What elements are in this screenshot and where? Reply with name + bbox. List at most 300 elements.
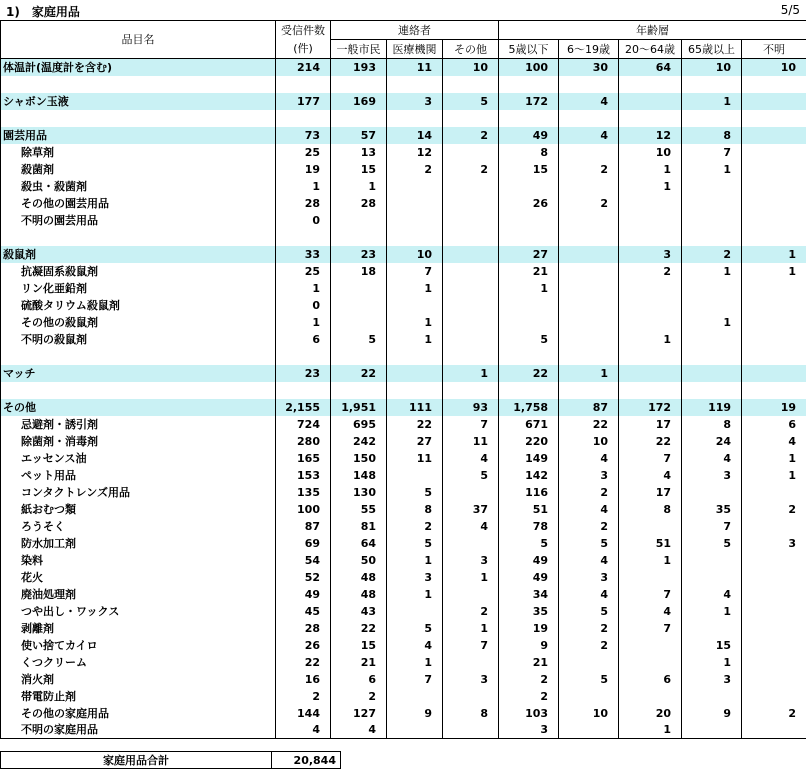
value-cell: 103 bbox=[499, 705, 559, 722]
value-cell: 22 bbox=[559, 416, 619, 433]
value-cell bbox=[682, 280, 742, 297]
value-cell: 30 bbox=[559, 59, 619, 76]
value-cell bbox=[682, 484, 742, 501]
value-cell: 87 bbox=[559, 399, 619, 416]
value-cell bbox=[331, 110, 387, 127]
value-cell: 695 bbox=[331, 416, 387, 433]
spacer-row bbox=[1, 110, 806, 127]
table-row bbox=[1, 144, 806, 161]
table-row bbox=[1, 637, 806, 654]
value-cell bbox=[276, 110, 331, 127]
value-cell bbox=[742, 314, 806, 331]
value-cell bbox=[742, 688, 806, 705]
value-cell: 28 bbox=[276, 195, 331, 212]
value-cell bbox=[742, 722, 806, 739]
value-cell bbox=[619, 518, 682, 535]
value-cell: 33 bbox=[276, 246, 331, 263]
value-cell bbox=[559, 212, 619, 229]
grand-total-value: 20,844 bbox=[272, 752, 341, 769]
value-cell: 144 bbox=[276, 705, 331, 722]
table-row bbox=[1, 467, 806, 484]
value-cell: 135 bbox=[276, 484, 331, 501]
item-name-cell: 殺虫・殺菌剤 bbox=[1, 178, 276, 195]
value-cell: 64 bbox=[331, 535, 387, 552]
value-cell bbox=[443, 382, 499, 399]
value-cell: 4 bbox=[559, 450, 619, 467]
value-cell: 4 bbox=[331, 722, 387, 739]
table-row bbox=[1, 484, 806, 501]
value-cell bbox=[387, 297, 443, 314]
value-cell: 1 bbox=[559, 365, 619, 382]
item-name-cell: 殺菌剤 bbox=[1, 161, 276, 178]
value-cell: 724 bbox=[276, 416, 331, 433]
item-name-cell: その他 bbox=[1, 399, 276, 416]
value-cell bbox=[682, 365, 742, 382]
value-cell: 280 bbox=[276, 433, 331, 450]
item-name-cell: 花火 bbox=[1, 569, 276, 586]
value-cell bbox=[742, 637, 806, 654]
value-cell bbox=[443, 348, 499, 365]
value-cell: 242 bbox=[331, 433, 387, 450]
value-cell: 10 bbox=[742, 59, 806, 76]
value-cell bbox=[742, 127, 806, 144]
value-cell: 7 bbox=[619, 586, 682, 603]
table-row bbox=[1, 552, 806, 569]
value-cell: 0 bbox=[276, 212, 331, 229]
value-cell bbox=[742, 195, 806, 212]
value-cell bbox=[742, 144, 806, 161]
value-cell bbox=[619, 229, 682, 246]
value-cell bbox=[559, 246, 619, 263]
value-cell bbox=[742, 212, 806, 229]
value-cell bbox=[276, 76, 331, 93]
value-cell: 15 bbox=[499, 161, 559, 178]
value-cell: 130 bbox=[331, 484, 387, 501]
value-cell bbox=[619, 688, 682, 705]
value-cell: 10 bbox=[559, 705, 619, 722]
value-cell: 23 bbox=[331, 246, 387, 263]
page-number: 5/5 bbox=[780, 3, 800, 17]
item-name-cell: その他の殺鼠剤 bbox=[1, 314, 276, 331]
value-cell: 2 bbox=[443, 127, 499, 144]
item-name-cell: 帯電防止剤 bbox=[1, 688, 276, 705]
spacer-row bbox=[1, 382, 806, 399]
value-cell: 1 bbox=[443, 365, 499, 382]
value-cell: 2 bbox=[559, 195, 619, 212]
value-cell: 5 bbox=[682, 535, 742, 552]
col-contact-other: その他 bbox=[443, 40, 499, 59]
value-cell: 1 bbox=[682, 263, 742, 280]
value-cell: 7 bbox=[619, 450, 682, 467]
value-cell: 45 bbox=[276, 603, 331, 620]
value-cell bbox=[331, 76, 387, 93]
value-cell: 1 bbox=[443, 620, 499, 637]
value-cell: 7 bbox=[387, 263, 443, 280]
value-cell bbox=[387, 229, 443, 246]
value-cell: 7 bbox=[387, 671, 443, 688]
value-cell bbox=[559, 654, 619, 671]
value-cell bbox=[619, 195, 682, 212]
value-cell: 5 bbox=[387, 620, 443, 637]
table-row bbox=[1, 569, 806, 586]
value-cell bbox=[742, 331, 806, 348]
value-cell: 149 bbox=[499, 450, 559, 467]
item-name-cell: 殺鼠剤 bbox=[1, 246, 276, 263]
value-cell bbox=[559, 722, 619, 739]
value-cell bbox=[559, 110, 619, 127]
value-cell: 1 bbox=[387, 552, 443, 569]
value-cell bbox=[499, 229, 559, 246]
value-cell: 6 bbox=[276, 331, 331, 348]
value-cell: 4 bbox=[682, 450, 742, 467]
value-cell: 26 bbox=[499, 195, 559, 212]
value-cell bbox=[682, 569, 742, 586]
value-cell: 214 bbox=[276, 59, 331, 76]
value-cell bbox=[276, 382, 331, 399]
value-cell: 11 bbox=[387, 450, 443, 467]
value-cell: 26 bbox=[276, 637, 331, 654]
value-cell: 19 bbox=[742, 399, 806, 416]
value-cell bbox=[331, 314, 387, 331]
value-cell bbox=[559, 178, 619, 195]
value-cell bbox=[443, 263, 499, 280]
value-cell bbox=[559, 297, 619, 314]
value-cell bbox=[331, 382, 387, 399]
value-cell: 22 bbox=[331, 365, 387, 382]
value-cell: 1 bbox=[742, 450, 806, 467]
value-cell: 165 bbox=[276, 450, 331, 467]
value-cell bbox=[559, 280, 619, 297]
value-cell: 4 bbox=[276, 722, 331, 739]
table-row bbox=[1, 212, 806, 229]
value-cell bbox=[742, 161, 806, 178]
value-cell bbox=[443, 722, 499, 739]
value-cell: 35 bbox=[499, 603, 559, 620]
value-cell: 1 bbox=[387, 654, 443, 671]
value-cell bbox=[387, 178, 443, 195]
value-cell: 22 bbox=[276, 654, 331, 671]
value-cell: 127 bbox=[331, 705, 387, 722]
value-cell bbox=[443, 110, 499, 127]
value-cell: 37 bbox=[443, 501, 499, 518]
value-cell bbox=[387, 365, 443, 382]
col-age-20-64: 20～64歳 bbox=[619, 40, 682, 59]
grand-total bbox=[0, 751, 341, 769]
value-cell bbox=[331, 297, 387, 314]
value-cell: 54 bbox=[276, 552, 331, 569]
item-name-cell bbox=[1, 348, 276, 365]
table-row bbox=[1, 433, 806, 450]
value-cell bbox=[387, 382, 443, 399]
value-cell bbox=[619, 110, 682, 127]
value-cell bbox=[443, 178, 499, 195]
value-cell bbox=[443, 314, 499, 331]
value-cell: 6 bbox=[331, 671, 387, 688]
item-name-cell: くつクリーム bbox=[1, 654, 276, 671]
value-cell: 19 bbox=[276, 161, 331, 178]
item-name-cell: コンタクトレンズ用品 bbox=[1, 484, 276, 501]
table-row bbox=[1, 535, 806, 552]
table-row bbox=[1, 314, 806, 331]
value-cell bbox=[443, 535, 499, 552]
value-cell: 22 bbox=[387, 416, 443, 433]
value-cell: 3 bbox=[443, 671, 499, 688]
value-cell: 22 bbox=[331, 620, 387, 637]
value-cell bbox=[443, 484, 499, 501]
value-cell: 111 bbox=[387, 399, 443, 416]
value-cell: 7 bbox=[443, 416, 499, 433]
table-row bbox=[1, 280, 806, 297]
table-row bbox=[1, 654, 806, 671]
value-cell: 1 bbox=[276, 178, 331, 195]
value-cell: 8 bbox=[682, 127, 742, 144]
col-item-name: 品目名 bbox=[1, 21, 276, 59]
value-cell: 7 bbox=[619, 620, 682, 637]
value-cell bbox=[387, 76, 443, 93]
value-cell: 4 bbox=[559, 93, 619, 110]
value-cell: 172 bbox=[619, 399, 682, 416]
value-cell: 1 bbox=[387, 331, 443, 348]
value-cell: 2 bbox=[742, 501, 806, 518]
value-cell bbox=[619, 76, 682, 93]
value-cell: 43 bbox=[331, 603, 387, 620]
value-cell bbox=[559, 263, 619, 280]
value-cell bbox=[682, 297, 742, 314]
value-cell bbox=[443, 280, 499, 297]
value-cell: 3 bbox=[559, 467, 619, 484]
value-cell bbox=[387, 195, 443, 212]
value-cell: 3 bbox=[387, 569, 443, 586]
spacer-row bbox=[1, 348, 806, 365]
value-cell bbox=[682, 688, 742, 705]
value-cell bbox=[742, 671, 806, 688]
table-row bbox=[1, 722, 806, 739]
value-cell: 1 bbox=[387, 314, 443, 331]
value-cell: 2 bbox=[559, 518, 619, 535]
value-cell bbox=[682, 620, 742, 637]
item-name-cell: 不明の園芸用品 bbox=[1, 212, 276, 229]
table-row bbox=[1, 195, 806, 212]
value-cell: 73 bbox=[276, 127, 331, 144]
value-cell: 2 bbox=[682, 246, 742, 263]
value-cell: 671 bbox=[499, 416, 559, 433]
value-cell bbox=[443, 688, 499, 705]
table-row bbox=[1, 297, 806, 314]
item-name-cell: ペット用品 bbox=[1, 467, 276, 484]
value-cell bbox=[742, 518, 806, 535]
table-row bbox=[1, 518, 806, 535]
value-cell: 48 bbox=[331, 586, 387, 603]
value-cell: 4 bbox=[559, 501, 619, 518]
value-cell: 24 bbox=[682, 433, 742, 450]
value-cell: 49 bbox=[499, 569, 559, 586]
value-cell: 3 bbox=[619, 246, 682, 263]
value-cell: 10 bbox=[682, 59, 742, 76]
value-cell: 2 bbox=[559, 161, 619, 178]
value-cell: 20 bbox=[619, 705, 682, 722]
value-cell: 1,951 bbox=[331, 399, 387, 416]
value-cell bbox=[742, 178, 806, 195]
value-cell: 8 bbox=[682, 416, 742, 433]
value-cell: 1 bbox=[682, 654, 742, 671]
value-cell bbox=[682, 195, 742, 212]
value-cell bbox=[619, 365, 682, 382]
value-cell bbox=[499, 382, 559, 399]
value-cell: 1 bbox=[499, 280, 559, 297]
item-name-cell: 紙おむつ類 bbox=[1, 501, 276, 518]
table-row bbox=[1, 603, 806, 620]
value-cell bbox=[559, 144, 619, 161]
value-cell: 78 bbox=[499, 518, 559, 535]
value-cell bbox=[559, 331, 619, 348]
value-cell: 119 bbox=[682, 399, 742, 416]
item-name-cell: 防水加工剤 bbox=[1, 535, 276, 552]
value-cell bbox=[443, 229, 499, 246]
value-cell bbox=[682, 229, 742, 246]
value-cell: 5 bbox=[443, 467, 499, 484]
value-cell: 48 bbox=[331, 569, 387, 586]
category-row bbox=[1, 399, 806, 416]
value-cell: 9 bbox=[499, 637, 559, 654]
value-cell bbox=[559, 688, 619, 705]
item-name-cell bbox=[1, 76, 276, 93]
value-cell: 177 bbox=[276, 93, 331, 110]
value-cell: 220 bbox=[499, 433, 559, 450]
value-cell: 1 bbox=[619, 331, 682, 348]
value-cell bbox=[331, 229, 387, 246]
value-cell: 2 bbox=[619, 263, 682, 280]
value-cell: 150 bbox=[331, 450, 387, 467]
value-cell: 7 bbox=[682, 144, 742, 161]
value-cell bbox=[559, 348, 619, 365]
value-cell: 2 bbox=[443, 161, 499, 178]
value-cell: 10 bbox=[387, 246, 443, 263]
value-cell: 28 bbox=[276, 620, 331, 637]
value-cell: 87 bbox=[276, 518, 331, 535]
col-contact-group: 連絡者 bbox=[331, 21, 499, 40]
value-cell bbox=[559, 229, 619, 246]
value-cell bbox=[619, 654, 682, 671]
item-name-cell: 忌避剤・誘引剤 bbox=[1, 416, 276, 433]
value-cell bbox=[387, 212, 443, 229]
value-cell: 5 bbox=[559, 535, 619, 552]
value-cell bbox=[443, 76, 499, 93]
item-name-cell: 染料 bbox=[1, 552, 276, 569]
value-cell: 25 bbox=[276, 263, 331, 280]
item-name-cell: 消火剤 bbox=[1, 671, 276, 688]
col-count-line1: 受信件数 bbox=[276, 21, 331, 40]
item-name-cell: 使い捨てカイロ bbox=[1, 637, 276, 654]
value-cell: 49 bbox=[276, 586, 331, 603]
table-row bbox=[1, 671, 806, 688]
value-cell: 15 bbox=[331, 637, 387, 654]
col-count-line2: (件) bbox=[276, 40, 331, 59]
value-cell: 55 bbox=[331, 501, 387, 518]
value-cell bbox=[742, 552, 806, 569]
item-name-cell bbox=[1, 382, 276, 399]
value-cell: 3 bbox=[742, 535, 806, 552]
value-cell: 169 bbox=[331, 93, 387, 110]
value-cell bbox=[619, 280, 682, 297]
value-cell: 142 bbox=[499, 467, 559, 484]
value-cell: 17 bbox=[619, 484, 682, 501]
value-cell bbox=[331, 212, 387, 229]
value-cell: 1 bbox=[682, 314, 742, 331]
value-cell: 0 bbox=[276, 297, 331, 314]
value-cell bbox=[619, 93, 682, 110]
value-cell bbox=[443, 144, 499, 161]
col-age-65plus: 65歳以上 bbox=[682, 40, 742, 59]
item-name-cell: リン化亜鉛剤 bbox=[1, 280, 276, 297]
value-cell: 64 bbox=[619, 59, 682, 76]
value-cell bbox=[443, 586, 499, 603]
table-row bbox=[1, 688, 806, 705]
category-row bbox=[1, 127, 806, 144]
value-cell: 9 bbox=[682, 705, 742, 722]
value-cell bbox=[559, 382, 619, 399]
value-cell: 4 bbox=[559, 586, 619, 603]
table-row bbox=[1, 331, 806, 348]
item-name-cell: シャボン玉液 bbox=[1, 93, 276, 110]
value-cell bbox=[742, 586, 806, 603]
value-cell: 4 bbox=[559, 552, 619, 569]
value-cell: 27 bbox=[499, 246, 559, 263]
item-name-cell: 除草剤 bbox=[1, 144, 276, 161]
item-name-cell bbox=[1, 229, 276, 246]
value-cell: 8 bbox=[499, 144, 559, 161]
value-cell: 1 bbox=[619, 178, 682, 195]
value-cell: 116 bbox=[499, 484, 559, 501]
value-cell: 9 bbox=[387, 705, 443, 722]
value-cell: 5 bbox=[559, 671, 619, 688]
value-cell: 2 bbox=[499, 688, 559, 705]
value-cell: 8 bbox=[387, 501, 443, 518]
value-cell: 4 bbox=[387, 637, 443, 654]
value-cell: 22 bbox=[619, 433, 682, 450]
value-cell bbox=[499, 76, 559, 93]
value-cell: 5 bbox=[499, 535, 559, 552]
value-cell: 3 bbox=[682, 671, 742, 688]
value-cell: 13 bbox=[331, 144, 387, 161]
value-cell: 11 bbox=[443, 433, 499, 450]
value-cell bbox=[499, 110, 559, 127]
value-cell: 1 bbox=[619, 161, 682, 178]
value-cell: 6 bbox=[619, 671, 682, 688]
value-cell: 5 bbox=[387, 535, 443, 552]
value-cell: 3 bbox=[499, 722, 559, 739]
item-name-cell: ろうそく bbox=[1, 518, 276, 535]
value-cell: 1 bbox=[619, 722, 682, 739]
value-cell: 93 bbox=[443, 399, 499, 416]
value-cell: 51 bbox=[499, 501, 559, 518]
value-cell bbox=[742, 382, 806, 399]
value-cell bbox=[443, 297, 499, 314]
value-cell: 1,758 bbox=[499, 399, 559, 416]
value-cell: 1 bbox=[682, 161, 742, 178]
grand-total-label: 家庭用品合計 bbox=[1, 752, 272, 769]
value-cell: 148 bbox=[331, 467, 387, 484]
value-cell: 2 bbox=[443, 603, 499, 620]
value-cell bbox=[619, 348, 682, 365]
value-cell: 1 bbox=[331, 178, 387, 195]
value-cell bbox=[276, 348, 331, 365]
item-name-cell: 抗凝固系殺鼠剤 bbox=[1, 263, 276, 280]
value-cell: 2 bbox=[387, 161, 443, 178]
col-contact-citizen: 一般市民 bbox=[331, 40, 387, 59]
value-cell: 2,155 bbox=[276, 399, 331, 416]
value-cell bbox=[742, 569, 806, 586]
value-cell: 4 bbox=[742, 433, 806, 450]
